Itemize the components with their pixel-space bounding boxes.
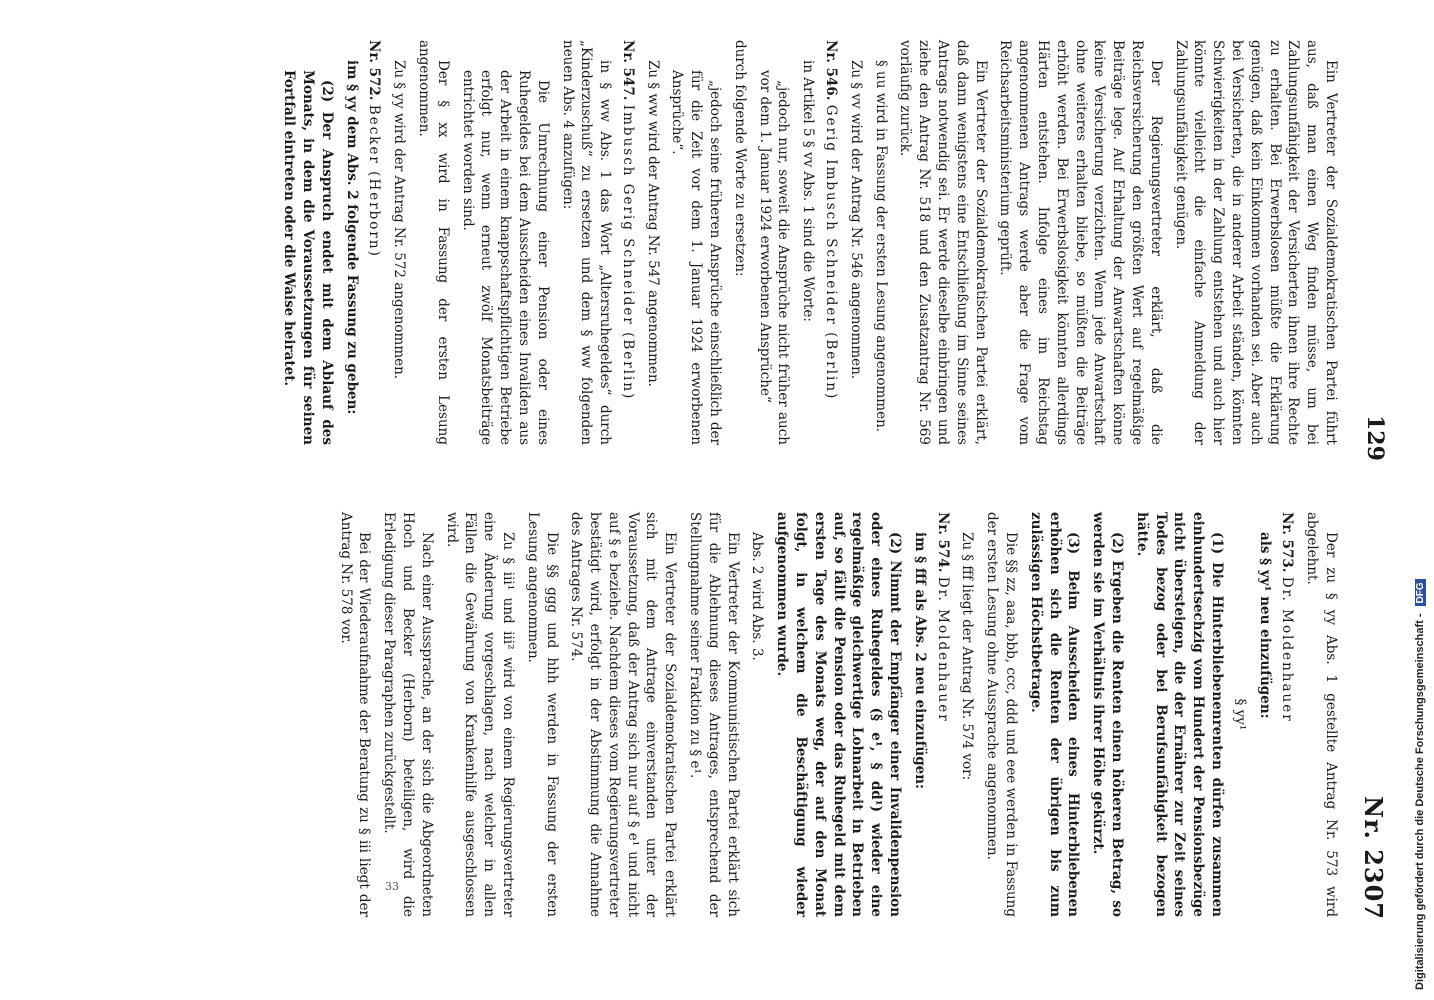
paragraph: Ein Vertreter der Sozialdemokratischen Partei erklärt, daß dann wenigstens eine Entschließung im Sinne seines Antrags notwendig sei. Er werde dieselbe einbringen und ziehe den Antrag Nr. 518 und den Zusatzantrag Nr. 569 vorläufig zurück. bbox=[897, 40, 989, 445]
paragraph: Die §§ zz, aaa, bbb, ccc, ddd und eee werden in Fassung der ersten Lesung ohne Aussprache angenommen. bbox=[984, 512, 1020, 917]
paragraph: Zu § ww wird der Antrag Nr. 547 angenommen. bbox=[644, 60, 661, 387]
section-sign: § yy¹ bbox=[1231, 698, 1248, 731]
motion-intro: in Artikel 5 § vv Abs. 1 sind die Worte: bbox=[800, 60, 817, 322]
paragraph: Der Regierungsvertreter erklärt, daß die Reichsversicherung den größten Wert auf regelmäßige Beiträge lege. Auf Erhaltung der Anwartschaften könne keine Versicherung verzichten. Wenn jede Anwartschaft ohne weiteres erhalten bliebe, so müßten die Beiträge erhöht werden. Bei Erwerbslosigkeit könnten allerdings Härten entstehen. Infolge eines im Reichstag angenommenen Antrags werde aber die Frage vom Reichsarbeitsministerium geprüft. bbox=[997, 40, 1164, 445]
motion-sponsors: Dr. Moldenhauer bbox=[934, 576, 951, 723]
paragraph: § uu wird in Fassung der ersten Lesung angenommen. bbox=[872, 60, 889, 433]
paragraph: Zu § vv wird der Antrag Nr. 546 angenommen. bbox=[847, 60, 864, 380]
motion-intro: durch folgende Worte zu ersetzen: bbox=[731, 40, 748, 277]
digitization-note-text: Digitalisierung gefördert durch die Deutsche Forschungsgemeinschaft - bbox=[1414, 613, 1426, 990]
motion-number: Nr. 546. bbox=[823, 40, 840, 101]
motion-heading-546 bbox=[821, 40, 840, 445]
paragraph: Nach einer Aussprache, an der sich die Abgeordneten Hoch und Becker (Herborn) beteiligen, wird die Erledigung dieser Paragraphen zurückgestellt. bbox=[381, 512, 435, 917]
paragraph: Bei der Wiederaufnahme der Beratung zu § iii liegt der Antrag Nr. 578 vor. bbox=[337, 512, 373, 917]
motion-quote: (2) Der Anspruch endet mit dem Ablauf des Monats, in dem die Voraussetzungen für seinen Fortfall eintreten oder die Waise heiratet. bbox=[281, 70, 335, 445]
motion-quote: „jedoch nur, soweit die Ansprüche nicht früher auch vor dem 1. Januar 1924 erworbenen Ansprüche“ bbox=[756, 70, 792, 445]
paragraph: Ein Vertreter der Sozialdemokratischen Partei führt aus, daß man einen Weg finden müsse, um bei Zahlungsunfähigkeit der Versicherten ihnen ihre Rechte zu erhalten. Bei Erwerbslosen müßte die Erklärung genügen, daß kein Einkommen vorhanden sei. Aber auch bei Versicherten, die in anderer Arbeit ständen, könnten Schwierigkeiten in der Zahlung entstehen und auch hier könnte vielleicht die einfache Anmeldung der Zahlungsunfähigkeit genügen. bbox=[1172, 40, 1339, 445]
motion-number: Nr. 572. bbox=[366, 40, 383, 101]
motion-intro: als § yy¹ neu einzufügen: bbox=[1256, 532, 1273, 719]
paragraph: Zu § yy wird der Antrag Nr. 572 angenommen. bbox=[391, 60, 408, 380]
document-number: Nr. 2307 bbox=[1359, 796, 1388, 920]
motion-quote: (2) Ergeben die Renten einen höheren Betrag, so werden sie im Verhältnis ihrer Höhe gekürzt. bbox=[1090, 512, 1126, 917]
paragraph: Der zu § yy Abs. 1 gestellte Antrag Nr. 573 wird abgelehnt. bbox=[1304, 512, 1339, 917]
paragraph: Ein Vertreter der Kommunistischen Partei erklärt sich für die Ablehnung dieses Antrages, entsprechend der Stellungnahme seiner Fraktion zu § e¹. bbox=[687, 512, 741, 917]
motion-intro: in § ww Abs. 1 das Wort „Altersruhegeldes“ durch „Kinderzuschuß“ zu ersetzen und dem § ww folgenden neuen Abs. 4 anzufügen: bbox=[559, 40, 614, 445]
motion-intro: im § fff als Abs. 2 neu einzufügen: bbox=[911, 532, 928, 790]
motion-quote: Die Umrechnung einer Pension oder eines Ruhegeldes bei dem Ausscheiden eines Invaliden aus der Arbeit in einem knappschaftspflichtigen Betriebe erfolgt nur, wenn erneut zwölf Monatsbeiträge entrichtet worden sind. bbox=[459, 70, 551, 445]
page-number: 129 bbox=[1362, 415, 1388, 461]
dfg-logo: DFG bbox=[1415, 579, 1426, 606]
motion-heading-574 bbox=[933, 512, 952, 917]
paragraph: Zu § fff liegt der Antrag Nr. 574 vor: bbox=[959, 532, 976, 781]
motion-note: Abs. 2 wird Abs. 3. bbox=[749, 532, 766, 661]
digitization-note bbox=[1414, 30, 1426, 990]
motion-heading-573 bbox=[1278, 512, 1297, 917]
paragraph: Die §§ ggg und hhh werden in Fassung der ersten Lesung angenommen. bbox=[524, 512, 560, 917]
paragraph: Der § xx wird in Fassung der ersten Lesung angenommen. bbox=[415, 40, 451, 445]
motion-number: Nr. 574. bbox=[934, 512, 951, 573]
motion-heading-547 bbox=[618, 40, 637, 445]
motion-sponsors: Imbusch Gerig Schneider (Berlin) bbox=[619, 104, 636, 401]
motion-heading-572 bbox=[365, 40, 384, 445]
motion-sponsors: Gerig Imbusch Schneider (Berlin) bbox=[823, 104, 840, 401]
motion-quote: (3) Beim Ausscheiden eines Hinterbliebenen erhöhen sich die Renten der übrigen bis zum zulässigen Höchstbetrage. bbox=[1027, 512, 1082, 917]
motion-quote: (2) Nimmt der Empfänger einer Invalidenpension oder eines Ruhegeldes (§ e¹, § dd¹) wieder eine regelmäßige gleichwertige Lohnarbeit in Betrieben auf, so fällt die Pension oder das Ruhegeld mit dem ersten Tage des Monats weg, der auf den Monat folgt, in welchem die Beschäftigung wieder aufgenommen wurde. bbox=[774, 512, 904, 917]
right-column bbox=[330, 512, 1340, 917]
left-column bbox=[273, 40, 1340, 445]
motion-quote: (1) Die Hinterbliebenenrenten dürfen zusammen einhundertsechzig vom Hundert der Pensionsbezüge nicht übersteigen, die der Ernährer zur Zeit seines Todes bezog oder bei Berufsunfähigkeit bezogen hätte. bbox=[1133, 512, 1226, 917]
paragraph: Ein Vertreter der Sozialdemokratischen Partei erklärt sich mit dem Antrage einverstanden unter der Voraussetzung, daß der Antrag sich nur auf § e¹ und nicht auf § e beziehe. Nachdem dieses vom Regierungsvertreter bestätigt wird, erfolgt in der Abstimmung die Annahme des Antrages Nr. 574. bbox=[568, 512, 679, 917]
motion-number: Nr. 573. bbox=[1279, 512, 1296, 573]
footer-code: 33 bbox=[385, 880, 399, 893]
motion-sponsors: Dr. Moldenhauer bbox=[1279, 576, 1296, 723]
motion-intro: im § yy dem Abs. 2 folgende Fassung zu geben: bbox=[343, 60, 360, 415]
paragraph: Zu § iii¹ und iii² wird von einem Regierungsvertreter eine Änderung vorgeschlagen, nach welcher in allen Fällen die Gewährung von Krankenhilfe ausgeschlossen wird. bbox=[443, 512, 516, 917]
motion-quote: „jedoch seine früheren Ansprüche einschließlich der für die Zeit vor dem 1. Januar 1924 erworbenen Ansprüche“. bbox=[669, 70, 724, 445]
motion-number: Nr. 547. bbox=[619, 40, 636, 101]
page-header bbox=[1348, 40, 1388, 920]
motion-sponsors: Becker (Herborn) bbox=[366, 104, 383, 258]
